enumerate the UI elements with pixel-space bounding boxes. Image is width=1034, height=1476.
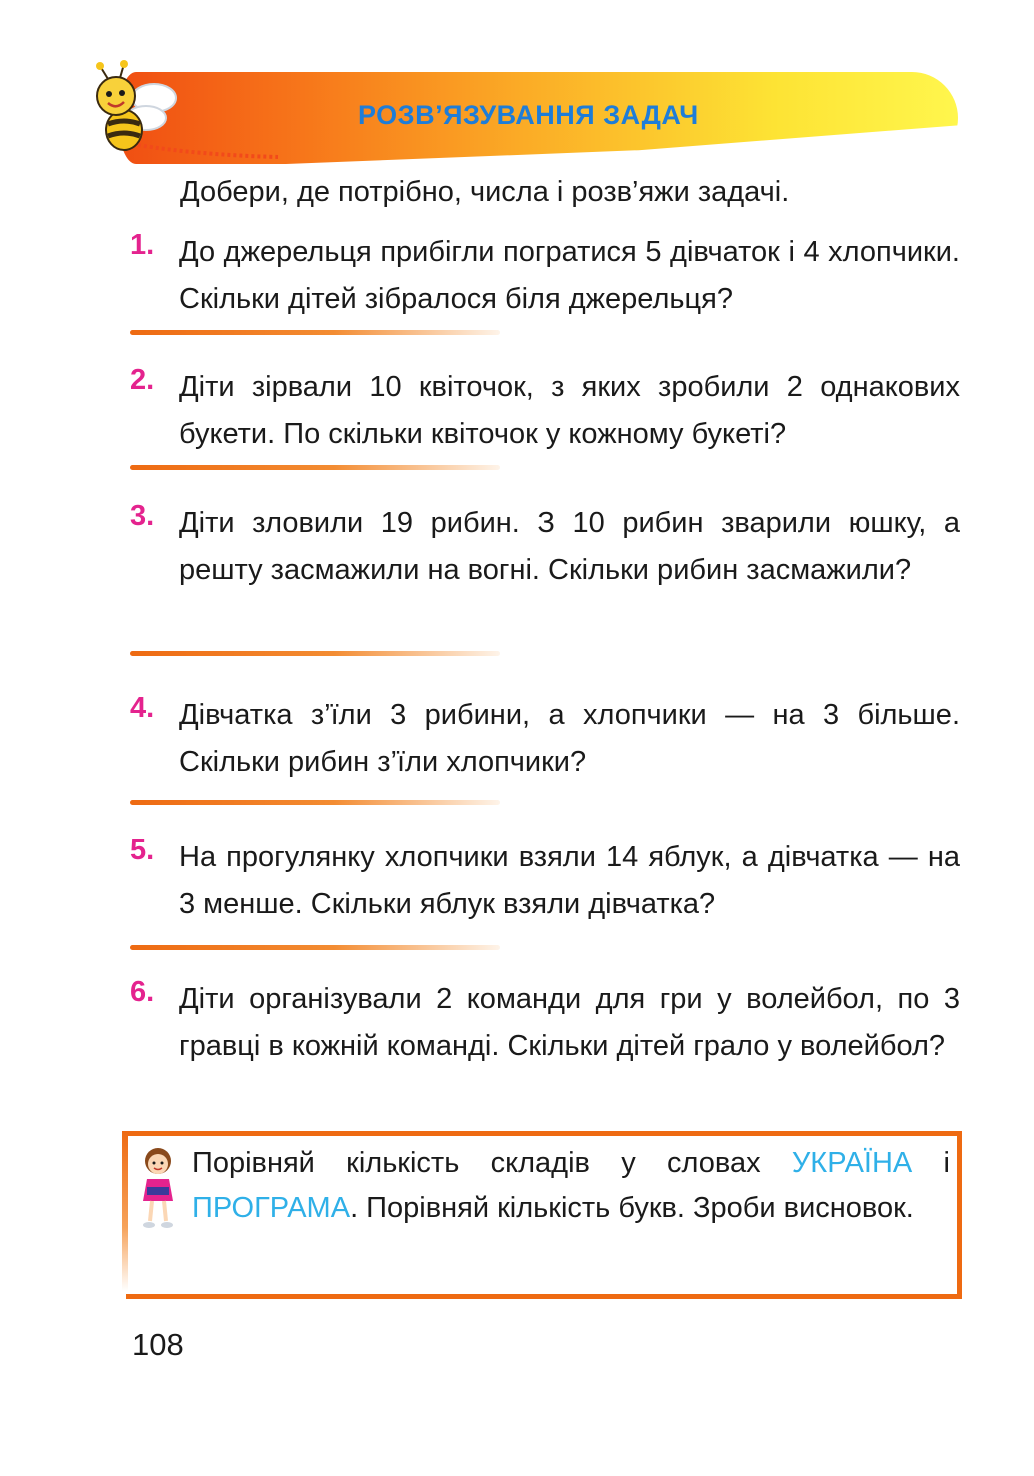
bee-icon (78, 60, 288, 168)
note-text-part: і (912, 1147, 951, 1179)
highlight-word-ukraina: УКРАЇНА (791, 1147, 913, 1179)
task-text: До джерельця прибігли погратися 5 дівчаток і 4 хлопчики. Скільки дітей зібралося біля джерельця? (179, 236, 960, 315)
highlight-word-programa: ПРОГРАМА (192, 1192, 351, 1224)
instruction-text: Добери, де потрібно, числа і розв’яжи задачі. (180, 176, 790, 208)
note-text (192, 1141, 950, 1231)
note-text-part: . Порівняй кількість букв. Зроби висновок. (350, 1192, 914, 1224)
task-item (130, 692, 960, 786)
page-title: РОЗВ’ЯЗУВАННЯ ЗАДАЧ (358, 100, 699, 130)
task-item (130, 364, 960, 458)
task-number: 2. (130, 364, 155, 396)
task-number: 4. (130, 692, 155, 724)
task-divider (130, 651, 500, 656)
task-item (130, 976, 960, 1070)
note-text-part: Порівняй кількість складів у словах (192, 1147, 792, 1179)
task-number: 5. (130, 834, 155, 866)
task-item (130, 500, 960, 594)
task-divider (130, 330, 500, 335)
task-item (130, 229, 960, 323)
task-text: На прогулянку хлопчики взяли 14 яблук, а дівчатка — на 3 менше. Скільки яблук взяли дівчатка? (179, 841, 960, 920)
task-divider (130, 800, 500, 805)
task-number: 3. (130, 500, 155, 532)
task-text: Діти зловили 19 рибин. З 10 рибин зварили юшку, а решту засмажили на вогні. Скільки рибин засмажили? (179, 507, 960, 586)
task-item (130, 834, 960, 928)
page-number: 108 (132, 1327, 184, 1362)
task-number: 6. (130, 976, 155, 1008)
note-box-left-border (122, 1131, 128, 1291)
task-divider (130, 465, 500, 470)
task-text: Дівчатка з’їли 3 рибини, а хлопчики — на 3 більше. Скільки рибин з’їли хлопчики? (179, 699, 960, 778)
girl-icon (133, 1145, 183, 1235)
task-number: 1. (130, 229, 155, 261)
task-text: Діти організували 2 команди для гри у волейбол, по 3 гравці в кожній команді. Скільки дітей грало у волейбол? (179, 983, 960, 1062)
task-divider (130, 945, 500, 950)
task-text: Діти зірвали 10 квіточок, з яких зробили 2 однакових букети. По скільки квіточок у кожному букеті? (179, 371, 960, 450)
